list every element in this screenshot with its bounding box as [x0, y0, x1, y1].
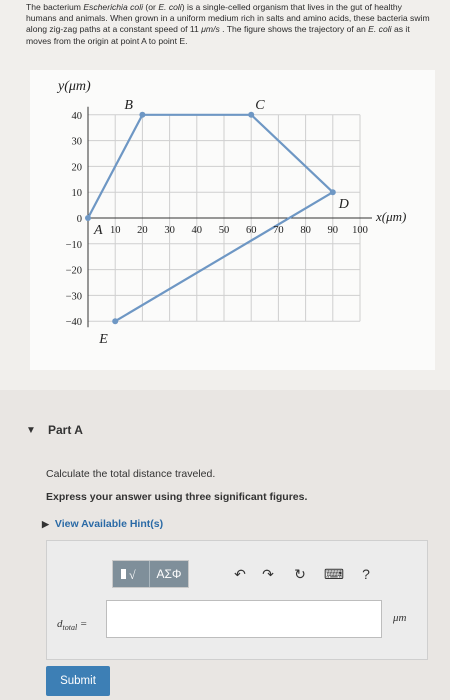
submit-button[interactable]: Submit [46, 666, 110, 696]
problem-text-part: as it moves from the origin at point A to point E. [26, 24, 410, 46]
trajectory-point [139, 112, 145, 118]
x-tick-label: 80 [300, 225, 311, 236]
point-label: E [99, 332, 108, 348]
part-a-header[interactable] [0, 405, 450, 455]
problem-text-part: . The figure shows the trajectory of an [219, 24, 369, 35]
trajectory-chart [30, 70, 435, 370]
reset-icon[interactable]: ↻ [294, 565, 306, 582]
greek-symbols-button[interactable]: ΑΣΦ [156, 567, 182, 581]
y-tick-label: 40 [71, 110, 82, 122]
y-tick-label: 30 [71, 136, 82, 148]
view-hints-link[interactable] [42, 518, 163, 530]
x-tick-label: 100 [352, 225, 368, 236]
x-tick-label: 10 [109, 225, 121, 236]
x-axis-title: x(μm) [376, 209, 407, 224]
collapse-caret-icon[interactable]: ▼ [26, 425, 36, 436]
answer-label-equals: = [77, 618, 88, 630]
math-template-group [112, 560, 189, 588]
templates-button[interactable] [113, 561, 150, 587]
y-tick-label: 20 [71, 162, 82, 174]
x-tick-label: 50 [218, 225, 230, 236]
keyboard-icon[interactable]: ⌨ [323, 565, 345, 582]
problem-text-part: E. coli [158, 2, 182, 12]
problem-text-part: ) is a single-celled organism that lives in the gut of healthy humans and animals. When grown in a uniform medium rich in salts and amino acids, these bacteria swim along zig-zag paths at a constant speed of 11 [26, 2, 430, 35]
problem-text-part: Escherichia coli [83, 2, 144, 12]
trajectory-point [85, 215, 91, 221]
point-label: C [255, 97, 265, 113]
help-icon[interactable]: ? [362, 566, 370, 582]
point-label: B [124, 97, 133, 113]
answer-label-sub: total [62, 623, 78, 633]
problem-statement [26, 2, 431, 47]
undo-icon[interactable]: ↶ [234, 565, 246, 582]
trajectory-point [248, 112, 254, 118]
x-tick-label: 70 [273, 225, 284, 236]
answer-input[interactable] [106, 600, 382, 638]
point-label: D [338, 197, 349, 213]
answer-unit: μm [393, 612, 407, 624]
math-toolbar [112, 560, 402, 590]
y-tick-label: −40 [65, 317, 82, 329]
question-text: Calculate the total distance traveled. [46, 468, 216, 480]
point-label: A [94, 223, 103, 238]
y-tick-label: −20 [65, 265, 82, 277]
y-axis-title: y(μm) [58, 78, 91, 94]
trajectory-point [330, 189, 336, 195]
templates-icon [119, 565, 143, 583]
problem-text-part: The bacterium [26, 2, 84, 12]
answer-label-main: d [57, 618, 63, 630]
problem-text-part: μm/s [201, 24, 220, 35]
part-title: Part A [48, 423, 83, 437]
y-tick-label: −10 [65, 239, 82, 251]
y-tick-label: −30 [65, 291, 82, 303]
hint-label: View Available Hint(s) [54, 518, 164, 530]
redo-icon[interactable]: ↷ [262, 565, 274, 582]
x-tick-label: 60 [245, 225, 257, 236]
answer-label [57, 618, 87, 632]
svg-text:√: √ [129, 568, 136, 582]
problem-text-part: E. coli [368, 24, 392, 35]
y-tick-label: 10 [71, 188, 82, 200]
x-tick-label: 40 [191, 225, 203, 236]
problem-text-part: (or [143, 2, 159, 12]
x-tick-label: 90 [327, 225, 339, 236]
instruction-text: Express your answer using three significant figures. [46, 491, 308, 503]
trajectory-point [112, 318, 118, 324]
x-tick-label: 20 [137, 225, 148, 236]
trajectory-figure [30, 70, 435, 370]
x-tick-label: 30 [164, 225, 175, 236]
y-tick-label: 0 [76, 214, 82, 225]
chevron-right-icon: ▶ [42, 519, 49, 529]
